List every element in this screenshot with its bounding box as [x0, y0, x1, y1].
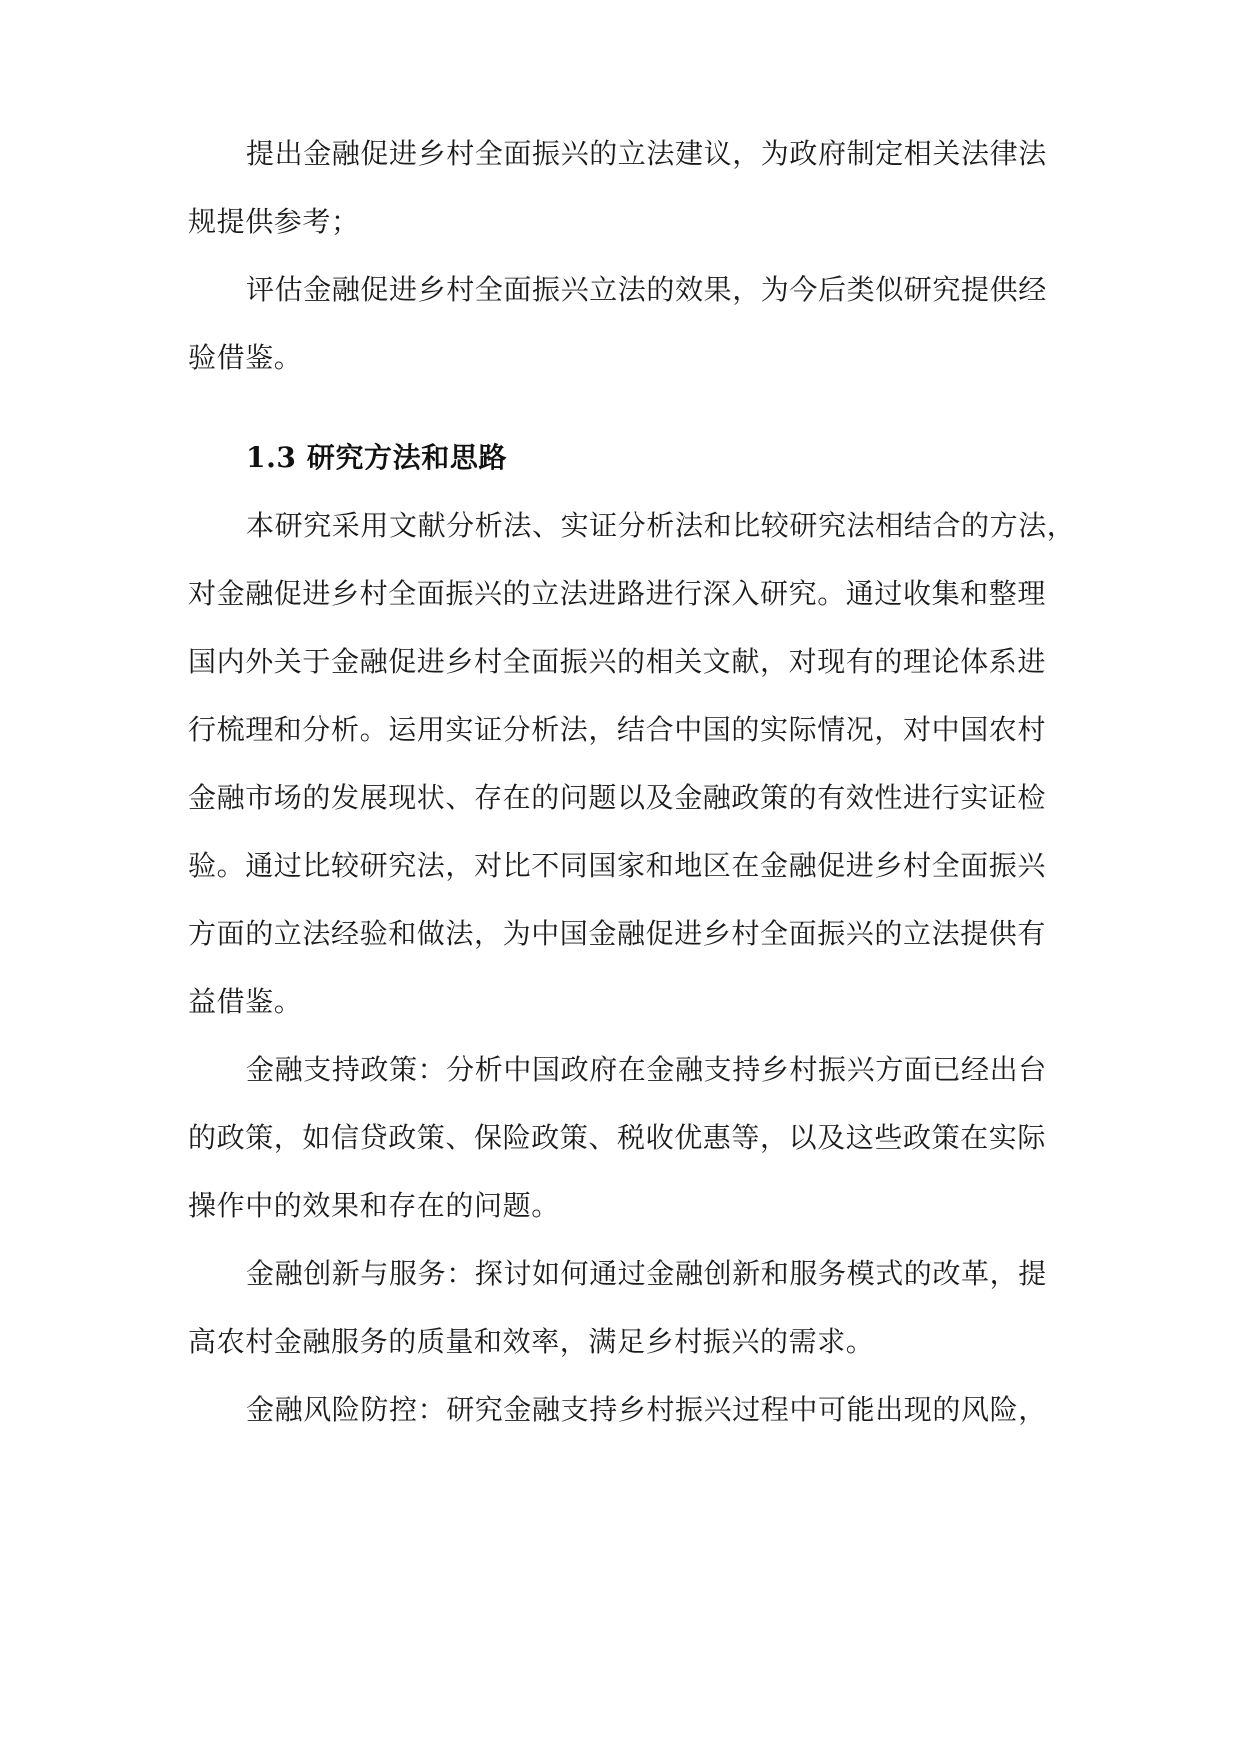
- paragraph-line: 规提供参考；: [188, 205, 360, 238]
- paragraph-line: 金融支持政策：分析中国政府在金融支持乡村振兴方面已经出台: [246, 1053, 1047, 1086]
- paragraph-line: 评估金融促进乡村全面振兴立法的效果，为今后类似研究提供经: [246, 273, 1047, 306]
- paragraph-line: 对金融促进乡村全面振兴的立法进路进行深入研究。通过收集和整理: [188, 577, 1047, 610]
- paragraph-line: 操作中的效果和存在的问题。: [188, 1189, 560, 1222]
- paragraph-line: 国内外关于金融促进乡村全面振兴的相关文献，对现有的理论体系进: [188, 645, 1047, 678]
- paragraph-line: 益借鉴。: [188, 985, 303, 1018]
- paragraph-line: 的政策，如信贷政策、保险政策、税收优惠等，以及这些政策在实际: [188, 1121, 1047, 1154]
- paragraph-line: 本研究采用文献分析法、实证分析法和比较研究法相结合的方法，: [246, 509, 1076, 542]
- paragraph-line: 金融创新与服务：探讨如何通过金融创新和服务模式的改革，提: [246, 1257, 1047, 1290]
- paragraph-line: 验借鉴。: [188, 341, 303, 374]
- paragraph-line: 方面的立法经验和做法，为中国金融促进乡村全面振兴的立法提供有: [188, 917, 1047, 950]
- paragraph-line: 行梳理和分析。运用实证分析法，结合中国的实际情况，对中国农村: [188, 713, 1047, 746]
- section-heading: 1.3 研究方法和思路: [246, 441, 508, 474]
- paragraph-line: 金融风险防控：研究金融支持乡村振兴过程中可能出现的风险，: [246, 1393, 1047, 1426]
- paragraph-line: 提出金融促进乡村全面振兴的立法建议，为政府制定相关法律法: [246, 137, 1047, 170]
- paragraph-line: 高农村金融服务的质量和效率，满足乡村振兴的需求。: [188, 1325, 875, 1358]
- paragraph-line: 验。通过比较研究法，对比不同国家和地区在金融促进乡村全面振兴: [188, 849, 1047, 882]
- paragraph-line: 金融市场的发展现状、存在的问题以及金融政策的有效性进行实证检: [188, 781, 1047, 814]
